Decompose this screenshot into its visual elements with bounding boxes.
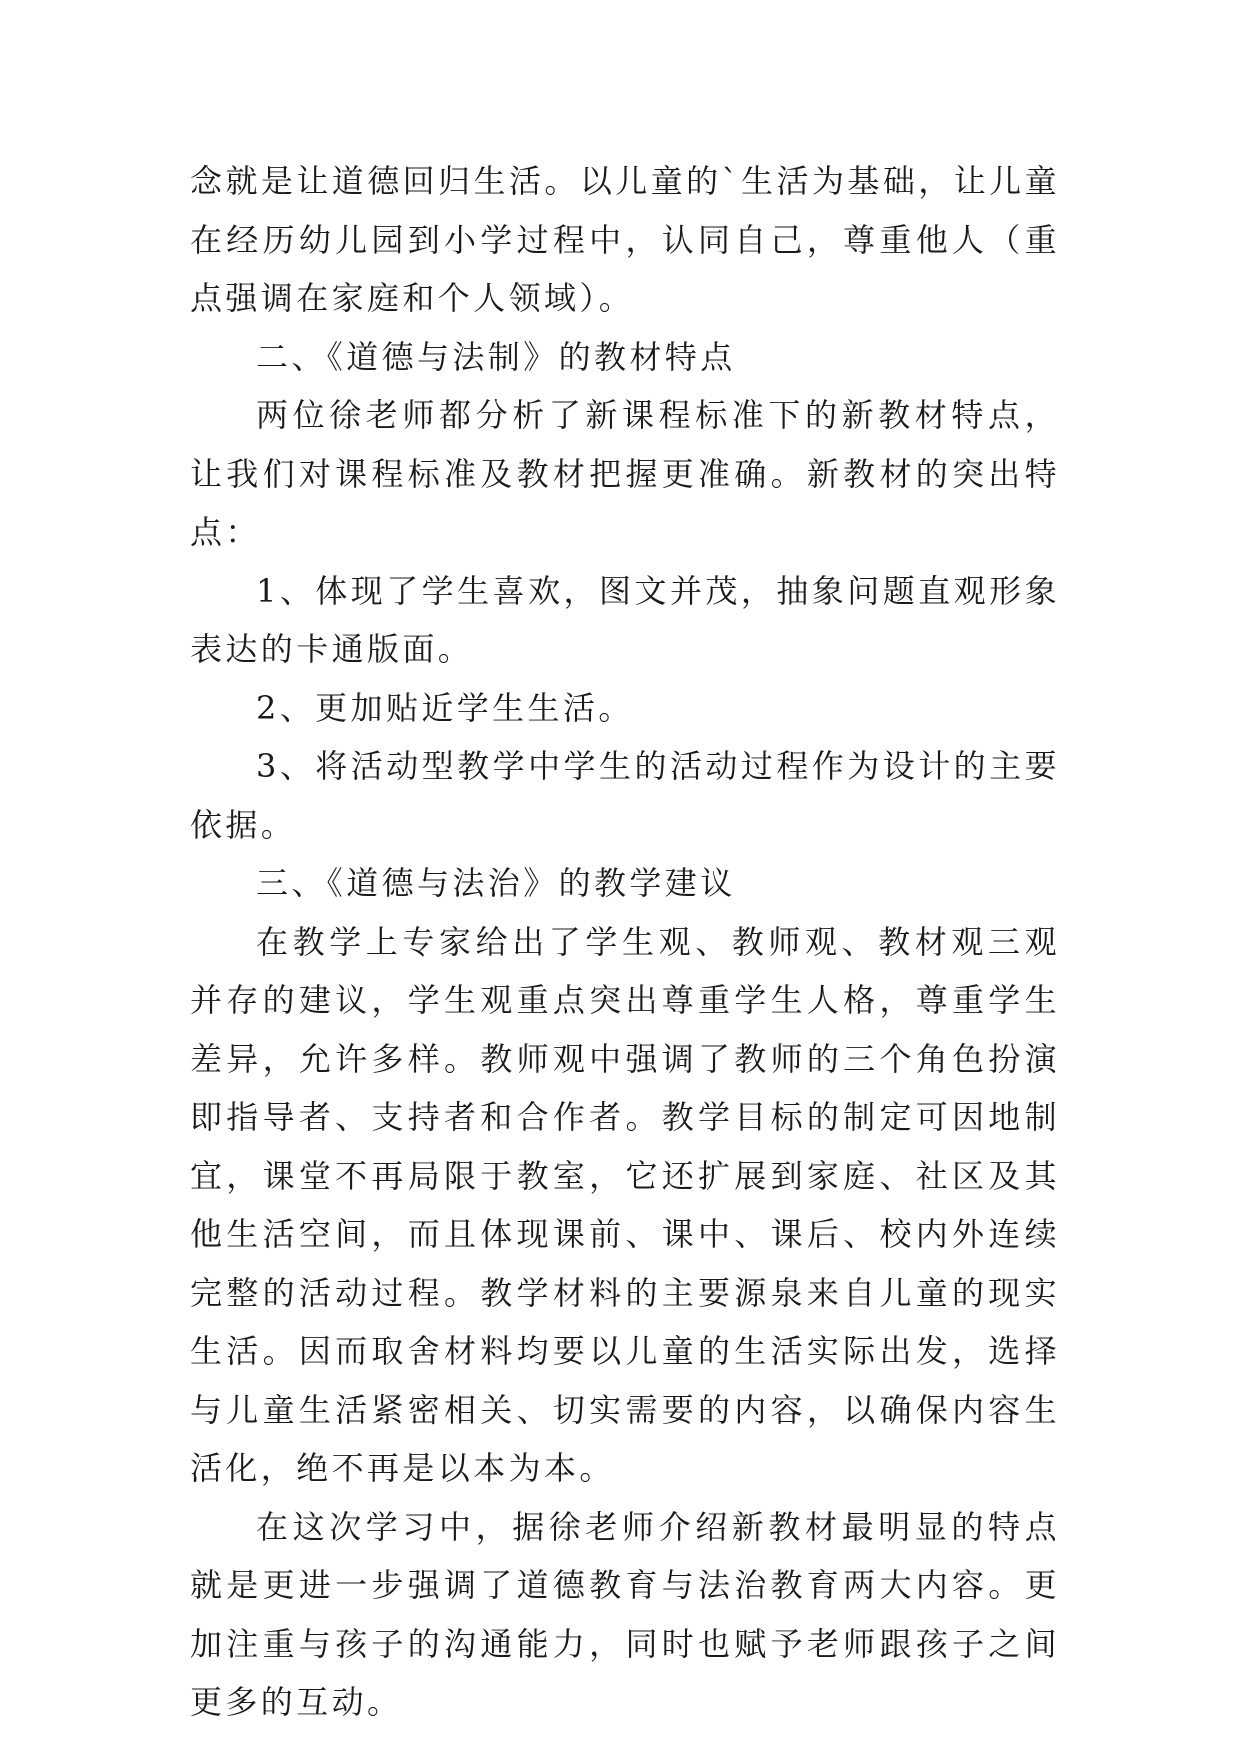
body-paragraph: 在这次学习中，据徐老师介绍新教材最明显的特点就是更进一步强调了道德教育与法治教育两大内容。更加注重与孩子的沟通能力，同时也赋予老师跟孩子之间更多的互动。	[190, 1507, 1060, 1721]
body-paragraph-continued: 念就是让道德回归生活。以儿童的`生活为基础，让儿童在经历幼儿园到小学过程中，认同自己，尊重他人（重点强调在家庭和个人领域）。	[190, 162, 1060, 317]
section-heading-textbook-features: 二、《道德与法制》的教材特点	[256, 337, 736, 376]
document-body	[190, 152, 1060, 1732]
section-heading-teaching-suggestions: 三、《道德与法治》的教学建议	[256, 864, 736, 902]
list-item-3: 3、将活动型教学中学生的活动过程作为设计的主要依据。	[190, 747, 1060, 844]
body-paragraph: 在教学上专家给出了学生观、教师观、教材观三观并存的建议，学生观重点突出尊重学生人格，尊重学生差异，允许多样。教师观中强调了教师的三个角色扮演即指导者、支持者和合作者。教学目标的制定可因地制宜，课堂不再局限于教室，它还扩展到家庭、社区及其他生活空间，而且体现课前、课中、课后、校内外连续完整的活动过程。教学材料的主要源泉来自儿童的现实生活。因而取舍材料均要以儿童的生活实际出发，选择与儿童生活紧密相关、切实需要的内容，以确保内容生活化，绝不再是以本为本。	[190, 922, 1060, 1487]
list-item-2: 2、更加贴近学生生活。	[256, 688, 634, 727]
list-item-1: 1、体现了学生喜欢，图文并茂，抽象问题直观形象表达的卡通版面。	[190, 571, 1060, 668]
body-paragraph: 两位徐老师都分析了新课程标准下的新教材特点，让我们对课程标准及教材把握更准确。新教材的突出特点：	[190, 396, 1060, 551]
